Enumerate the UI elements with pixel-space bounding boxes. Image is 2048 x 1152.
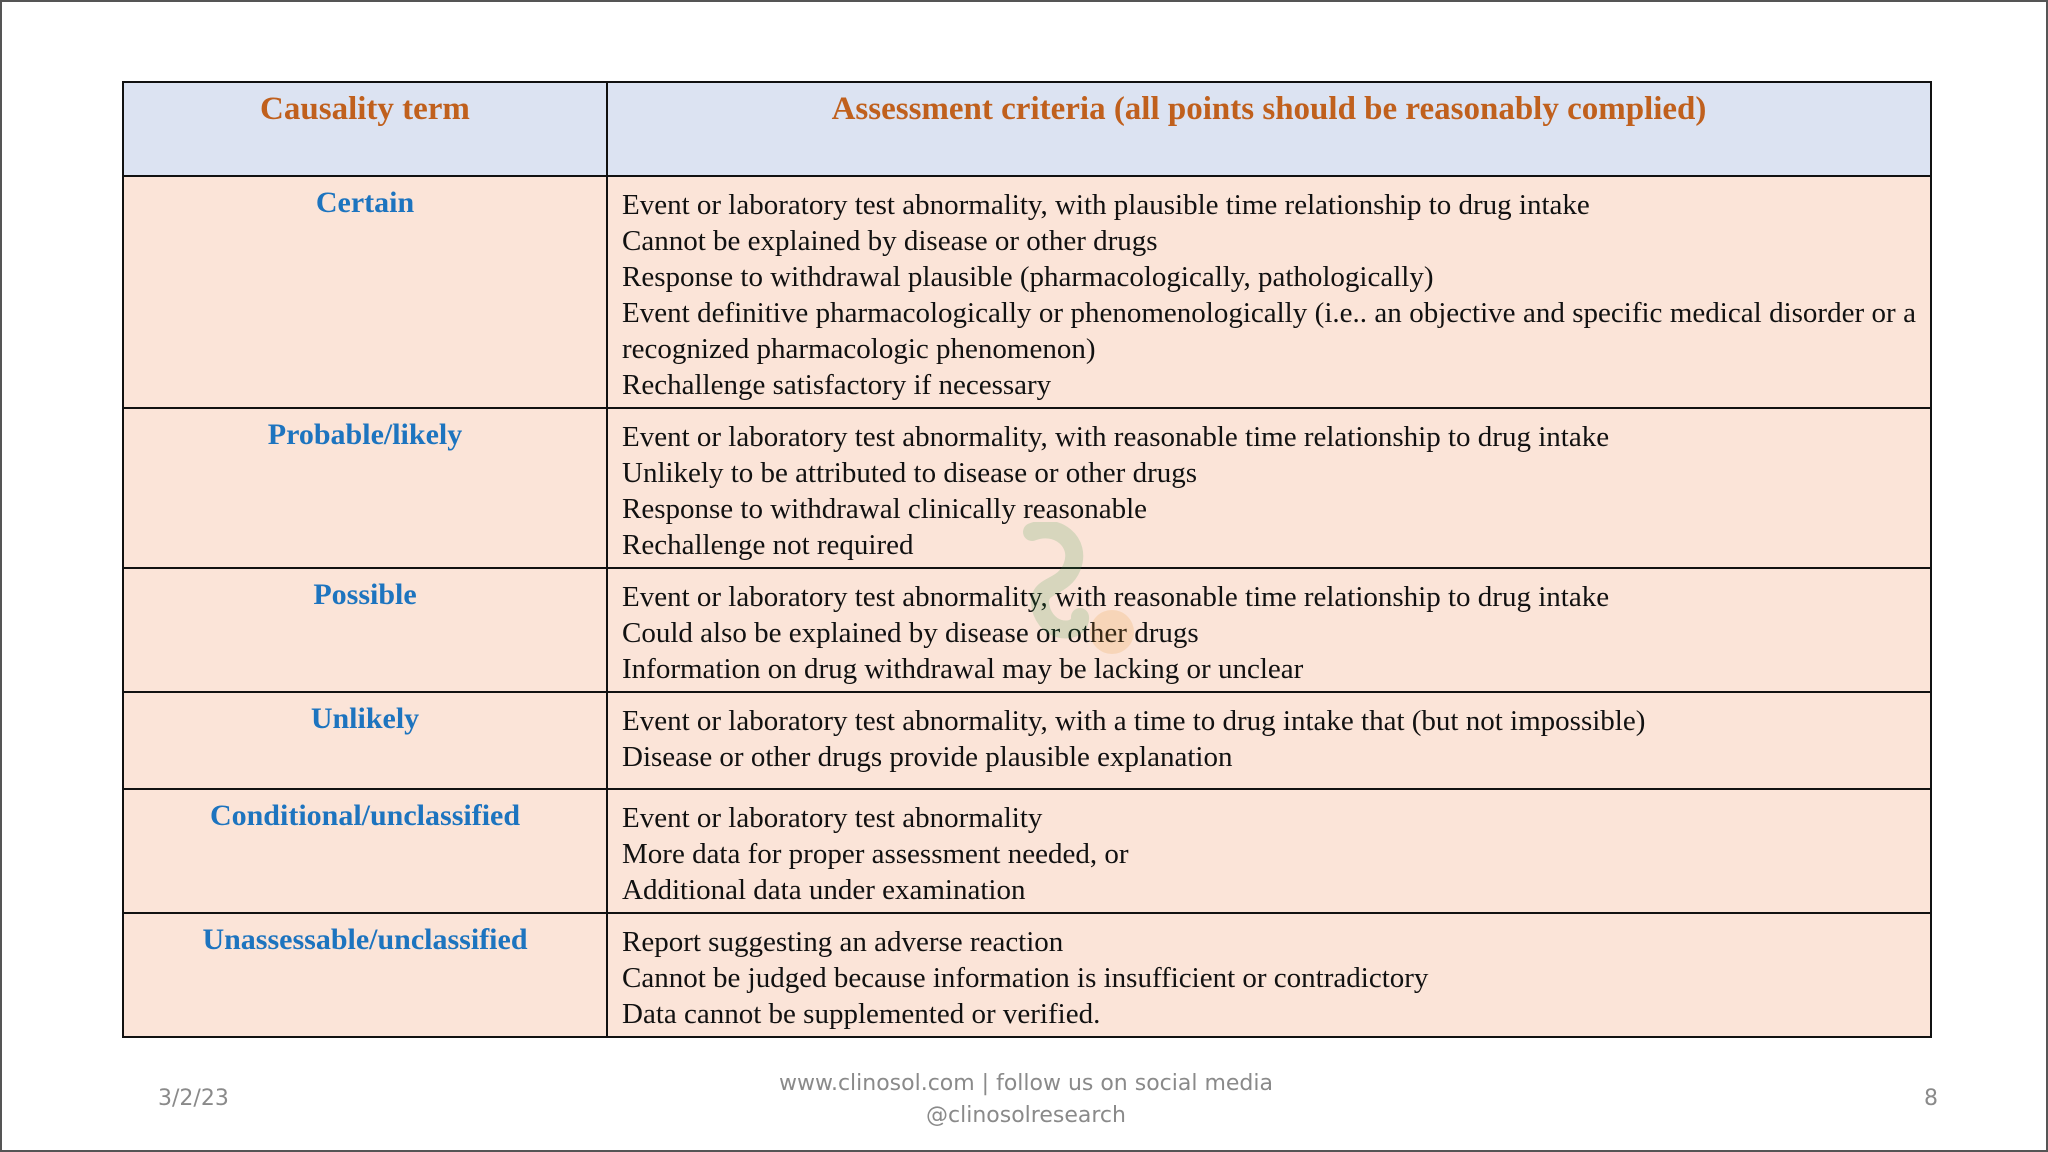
criteria-line: Data cannot be supplemented or verified.	[622, 998, 1101, 1030]
criteria-line: Additional data under examination	[622, 874, 1026, 906]
criteria-line: Event or laboratory test abnormality, with reasonable time relationship to drug intake	[622, 581, 1610, 613]
criteria-line: Report suggesting an adverse reaction	[622, 926, 1064, 958]
criteria-line: Response to withdrawal plausible (pharmacologically, pathologically)	[622, 261, 1434, 293]
term-probable-likely: Probable/likely	[123, 408, 607, 568]
criteria-unassessable-unclassified	[607, 913, 1931, 1037]
criteria-certain	[607, 176, 1931, 408]
criteria-line: Cannot be explained by disease or other drugs	[622, 225, 1158, 257]
footer-social	[626, 1068, 1426, 1132]
table-row	[123, 789, 1931, 913]
criteria-conditional-unclassified	[607, 789, 1931, 913]
footer-page-number: 8	[1924, 1086, 1938, 1111]
criteria-line: Disease or other drugs provide plausible explanation	[622, 741, 1233, 773]
criteria-line: Response to withdrawal clinically reasonable	[622, 493, 1148, 525]
criteria-line: Information on drug withdrawal may be lacking or unclear	[622, 653, 1304, 685]
causality-table	[122, 81, 1932, 1038]
criteria-line: Event or laboratory test abnormality, with plausible time relationship to drug intake	[622, 189, 1590, 221]
criteria-line: More data for proper assessment needed, or	[622, 838, 1129, 870]
header-assessment-criteria: Assessment criteria (all points should be reasonably complied)	[607, 82, 1931, 176]
header-causality-term: Causality term	[123, 82, 607, 176]
table-header-row	[123, 82, 1931, 176]
term-unassessable-unclassified: Unassessable/unclassified	[123, 913, 607, 1037]
criteria-line: Rechallenge satisfactory if necessary	[622, 369, 1052, 401]
criteria-line: Cannot be judged because information is insufficient or contradictory	[622, 962, 1429, 994]
term-conditional-unclassified: Conditional/unclassified	[123, 789, 607, 913]
table-row	[123, 408, 1931, 568]
criteria-line: Rechallenge not required	[622, 529, 914, 561]
term-unlikely: Unlikely	[123, 692, 607, 789]
criteria-line: Event or laboratory test abnormality, with reasonable time relationship to drug intake	[622, 421, 1610, 453]
footer-date: 3/2/23	[158, 1086, 229, 1111]
criteria-possible	[607, 568, 1931, 692]
table-row	[123, 568, 1931, 692]
criteria-line: Event or laboratory test abnormality	[622, 802, 1043, 834]
criteria-line: Could also be explained by disease or other drugs	[622, 617, 1199, 649]
footer-website-link[interactable]: www.clinosol.com | follow us on social media	[778, 1071, 1273, 1096]
criteria-unlikely	[607, 692, 1931, 789]
term-possible: Possible	[123, 568, 607, 692]
criteria-line: Event or laboratory test abnormality, with a time to drug intake that (but not impossible)	[622, 705, 1646, 737]
term-certain: Certain	[123, 176, 607, 408]
footer-handle: @clinosolresearch	[926, 1103, 1126, 1128]
criteria-line: Event definitive pharmacologically or phenomenologically (i.e.. an objective and specific medical disorder or a recognized pharmacologic phenomenon)	[622, 297, 1916, 365]
table-row	[123, 176, 1931, 408]
criteria-line: Unlikely to be attributed to disease or other drugs	[622, 457, 1198, 489]
table-row	[123, 692, 1931, 789]
table-row	[123, 913, 1931, 1037]
criteria-probable-likely	[607, 408, 1931, 568]
